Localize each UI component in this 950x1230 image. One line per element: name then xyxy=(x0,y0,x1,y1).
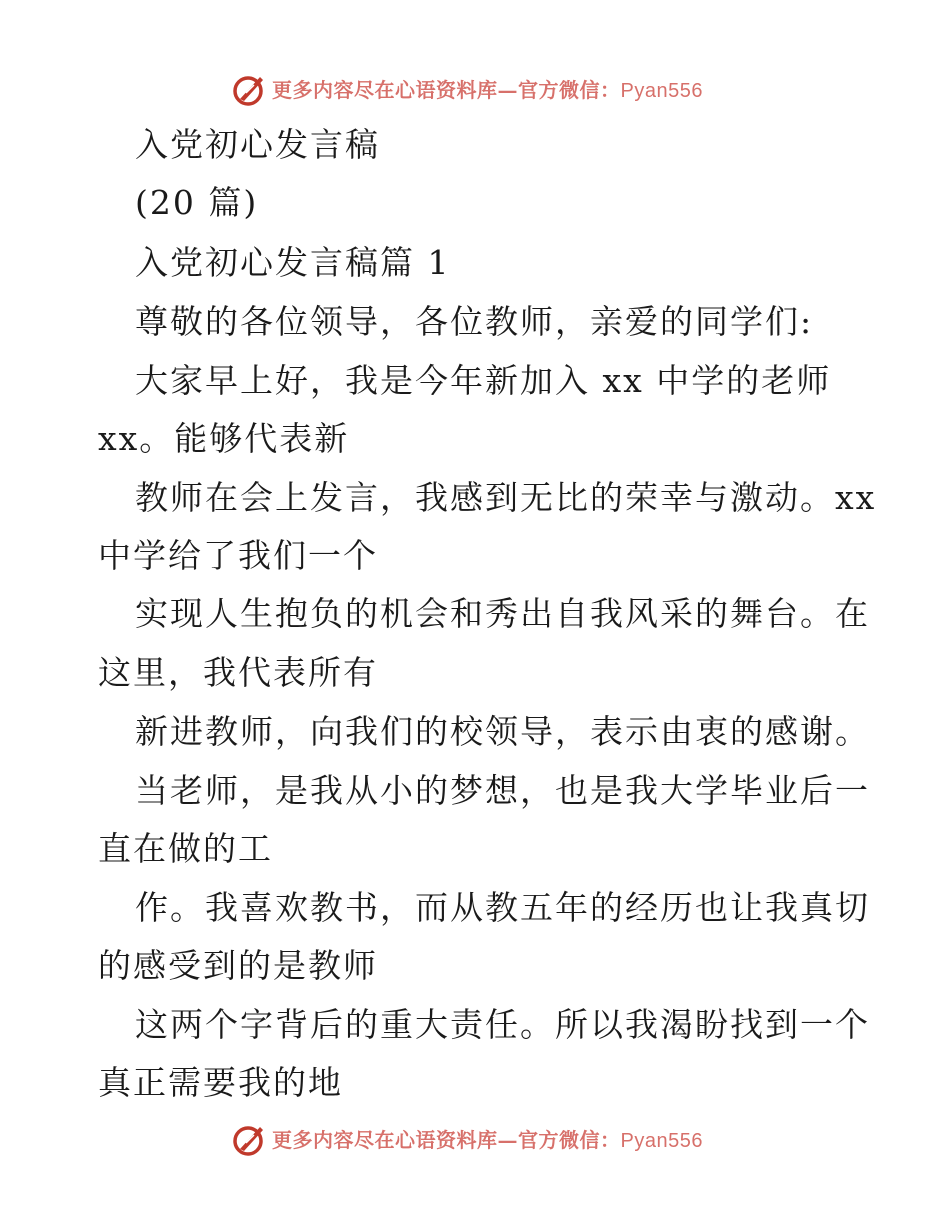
paragraph-line: 真正需要我的地 xyxy=(98,1063,343,1102)
banner-chinese: 更多内容尽在心语资料库—官方微信： xyxy=(272,78,621,102)
paragraph-line: 这两个字背后的重大责任。所以我渴盼找到一个 xyxy=(135,1005,870,1044)
banner-chinese: 更多内容尽在心语资料库—官方微信： xyxy=(272,1128,621,1152)
feather-pen-logo-icon xyxy=(232,73,266,107)
paragraph-line: 大家早上好，我是今年新加入 xx 中学的老师 xyxy=(135,361,832,400)
paragraph-line: 作。我喜欢教书，而从教五年的经历也让我真切 xyxy=(135,888,870,927)
footer-banner xyxy=(0,1120,950,1160)
paragraph-line: 尊敬的各位领导，各位教师，亲爱的同学们: xyxy=(135,302,814,341)
paragraph-line: 实现人生抱负的机会和秀出自我风采的舞台。在 xyxy=(135,594,870,633)
paragraph-line: 的感受到的是教师 xyxy=(98,946,378,985)
feather-pen-logo-icon xyxy=(232,1123,266,1157)
paragraph-line: 当老师，是我从小的梦想，也是我大学毕业后一 xyxy=(135,771,870,810)
paragraph-line: xx。能够代表新 xyxy=(98,419,350,458)
banner-text xyxy=(272,1125,703,1156)
paragraph-line: 教师在会上发言，我感到无比的荣幸与激动。xx xyxy=(135,478,877,517)
banner-wechat-id: Pyan556 xyxy=(620,80,703,102)
doc-title: 入党初心发言稿 xyxy=(135,125,380,164)
header-banner xyxy=(0,70,950,110)
doc-title-count: (20 篇) xyxy=(135,183,259,222)
banner-wechat-id: Pyan556 xyxy=(620,1130,703,1152)
banner-text xyxy=(272,75,703,106)
paragraph-line: 这里，我代表所有 xyxy=(98,653,378,692)
paragraph-line: 新进教师，向我们的校领导，表示由衷的感谢。 xyxy=(135,712,870,751)
section-title: 入党初心发言稿篇 1 xyxy=(135,243,451,282)
paragraph-line: 中学给了我们一个 xyxy=(98,536,378,575)
paragraph-line: 直在做的工 xyxy=(98,829,273,868)
